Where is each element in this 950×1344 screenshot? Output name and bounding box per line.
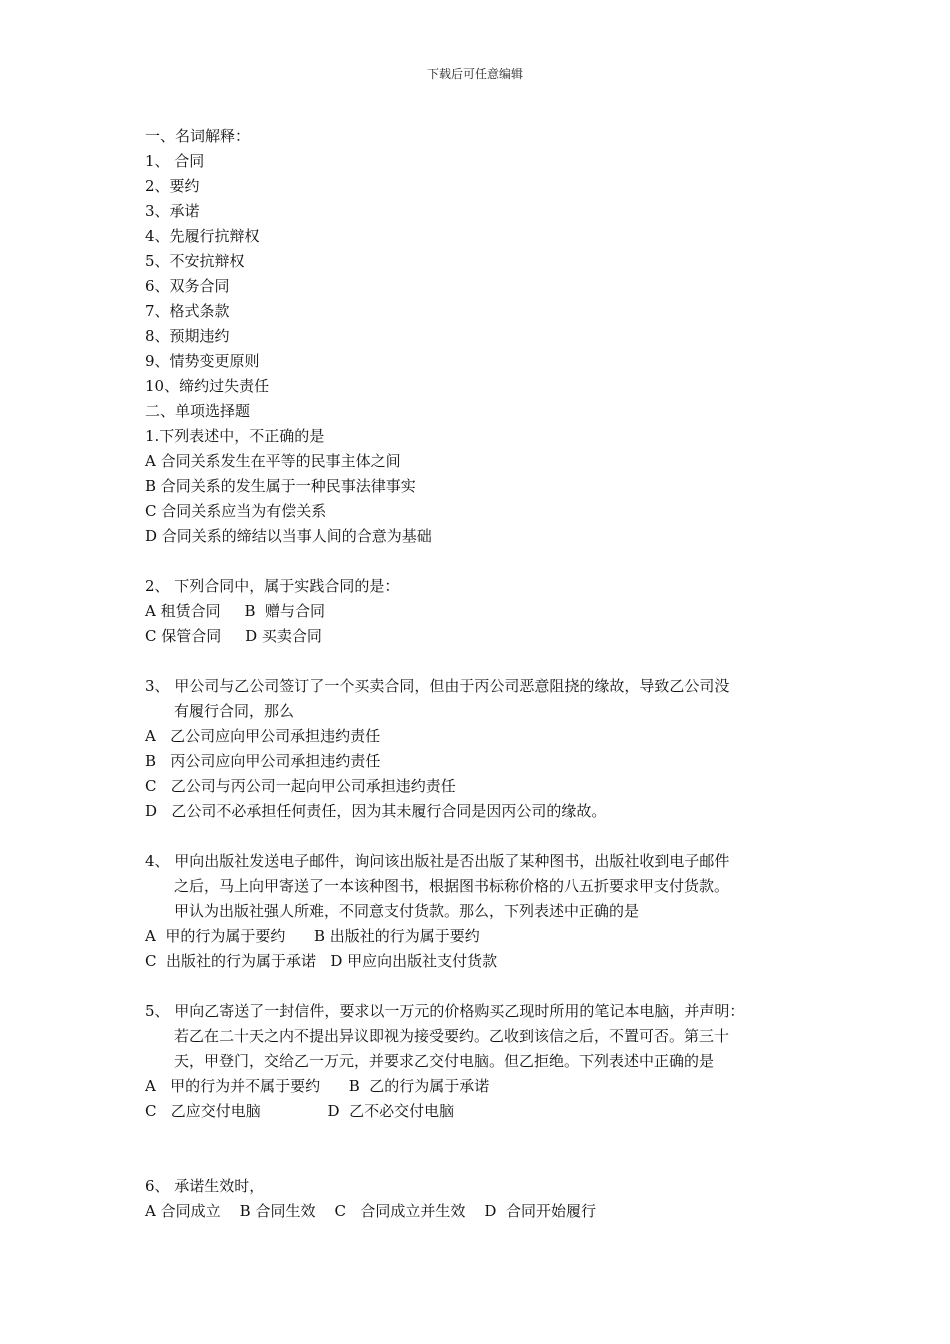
spacer [145,649,835,674]
question-stem-continuation: 甲认为出版社强人所难，不同意支付货款。那么，下列表述中正确的是 [174,902,640,920]
question-option: C 合同关系应当为有偿关系 [145,502,327,520]
question-option: A 甲的行为并不属于要约 B 乙的行为属于承诺 [145,1077,490,1095]
document-body [145,124,835,1224]
question-option: C 乙应交付电脑 D 乙不必交付电脑 [145,1102,455,1120]
definition-item: 6、双务合同 [145,277,230,295]
question-option: B 丙公司应向甲公司承担违约责任 [145,752,381,770]
question-option: A 甲的行为属于要约 B 出版社的行为属于要约 [145,927,480,945]
definition-item: 7、格式条款 [145,302,230,320]
question-stem: 5、 甲向乙寄送了一封信件，要求以一万元的价格购买乙现时所用的笔记本电脑，并声明： [145,1002,745,1020]
question-stem: 4、 甲向出版社发送电子邮件，询问该出版社是否出版了某种图书，出版社收到电子邮件 [145,852,730,870]
question-option: C 乙公司与丙公司一起向甲公司承担违约责任 [145,777,456,795]
section-title-definitions: 一、名词解释： [145,127,251,145]
question-stem-continuation: 天，甲登门，交给乙一万元，并要求乙交付电脑。但乙拒绝。下列表述中正确的是 [174,1052,715,1070]
question-option: A 合同关系发生在平等的民事主体之间 [145,452,401,470]
question-stem-continuation: 之后，马上向甲寄送了一本该种图书，根据图书标称价格的八五折要求甲支付货款。 [174,877,730,895]
definition-item: 1、 合同 [145,152,205,170]
definition-item: 5、不安抗辩权 [145,252,245,270]
definition-item: 9、情势变更原则 [145,352,260,370]
question-option: C 出版社的行为属于承诺 D 甲应向出版社支付货款 [145,952,498,970]
question-option: A 租赁合同 B 赠与合同 [145,602,326,620]
page-header: 下载后可任意编辑 [426,67,523,81]
question-stem-continuation: 有履行合同，那么 [174,702,295,720]
question-option: D 合同关系的缔结以当事人间的合意为基础 [145,527,432,545]
question-stem-continuation: 若乙在二十天之内不提出异议即视为接受要约。乙收到该信之后，不置可否。第三十 [174,1027,730,1045]
question-stem: 2、 下列合同中，属于实践合同的是： [145,577,400,595]
spacer [145,1124,835,1174]
question-option: A 合同成立 B 合同生效 C 合同成立并生效 D 合同开始履行 [145,1202,596,1220]
question-stem: 1.下列表述中，不正确的是 [145,427,325,445]
definition-item: 2、要约 [145,177,200,195]
question-stem: 6、 承诺生效时， [145,1177,265,1195]
definition-item: 3、承诺 [145,202,200,220]
spacer [145,824,835,849]
question-stem: 3、 甲公司与乙公司签订了一个买卖合同，但由于丙公司恶意阻挠的缘故，导致乙公司没 [145,677,730,695]
question-option: A 乙公司应向甲公司承担违约责任 [145,727,381,745]
question-option: D 乙公司不必承担任何责任，因为其未履行合同是因丙公司的缘故。 [145,802,607,820]
spacer [145,549,835,574]
definition-item: 10、缔约过失责任 [145,377,270,395]
spacer [145,974,835,999]
question-option: C 保管合同 D 买卖合同 [145,627,322,645]
definition-item: 4、先履行抗辩权 [145,227,260,245]
definition-item: 8、预期违约 [145,327,230,345]
section-title-multiple-choice: 二、单项选择题 [145,402,251,420]
question-option: B 合同关系的发生属于一种民事法律事实 [145,477,416,495]
